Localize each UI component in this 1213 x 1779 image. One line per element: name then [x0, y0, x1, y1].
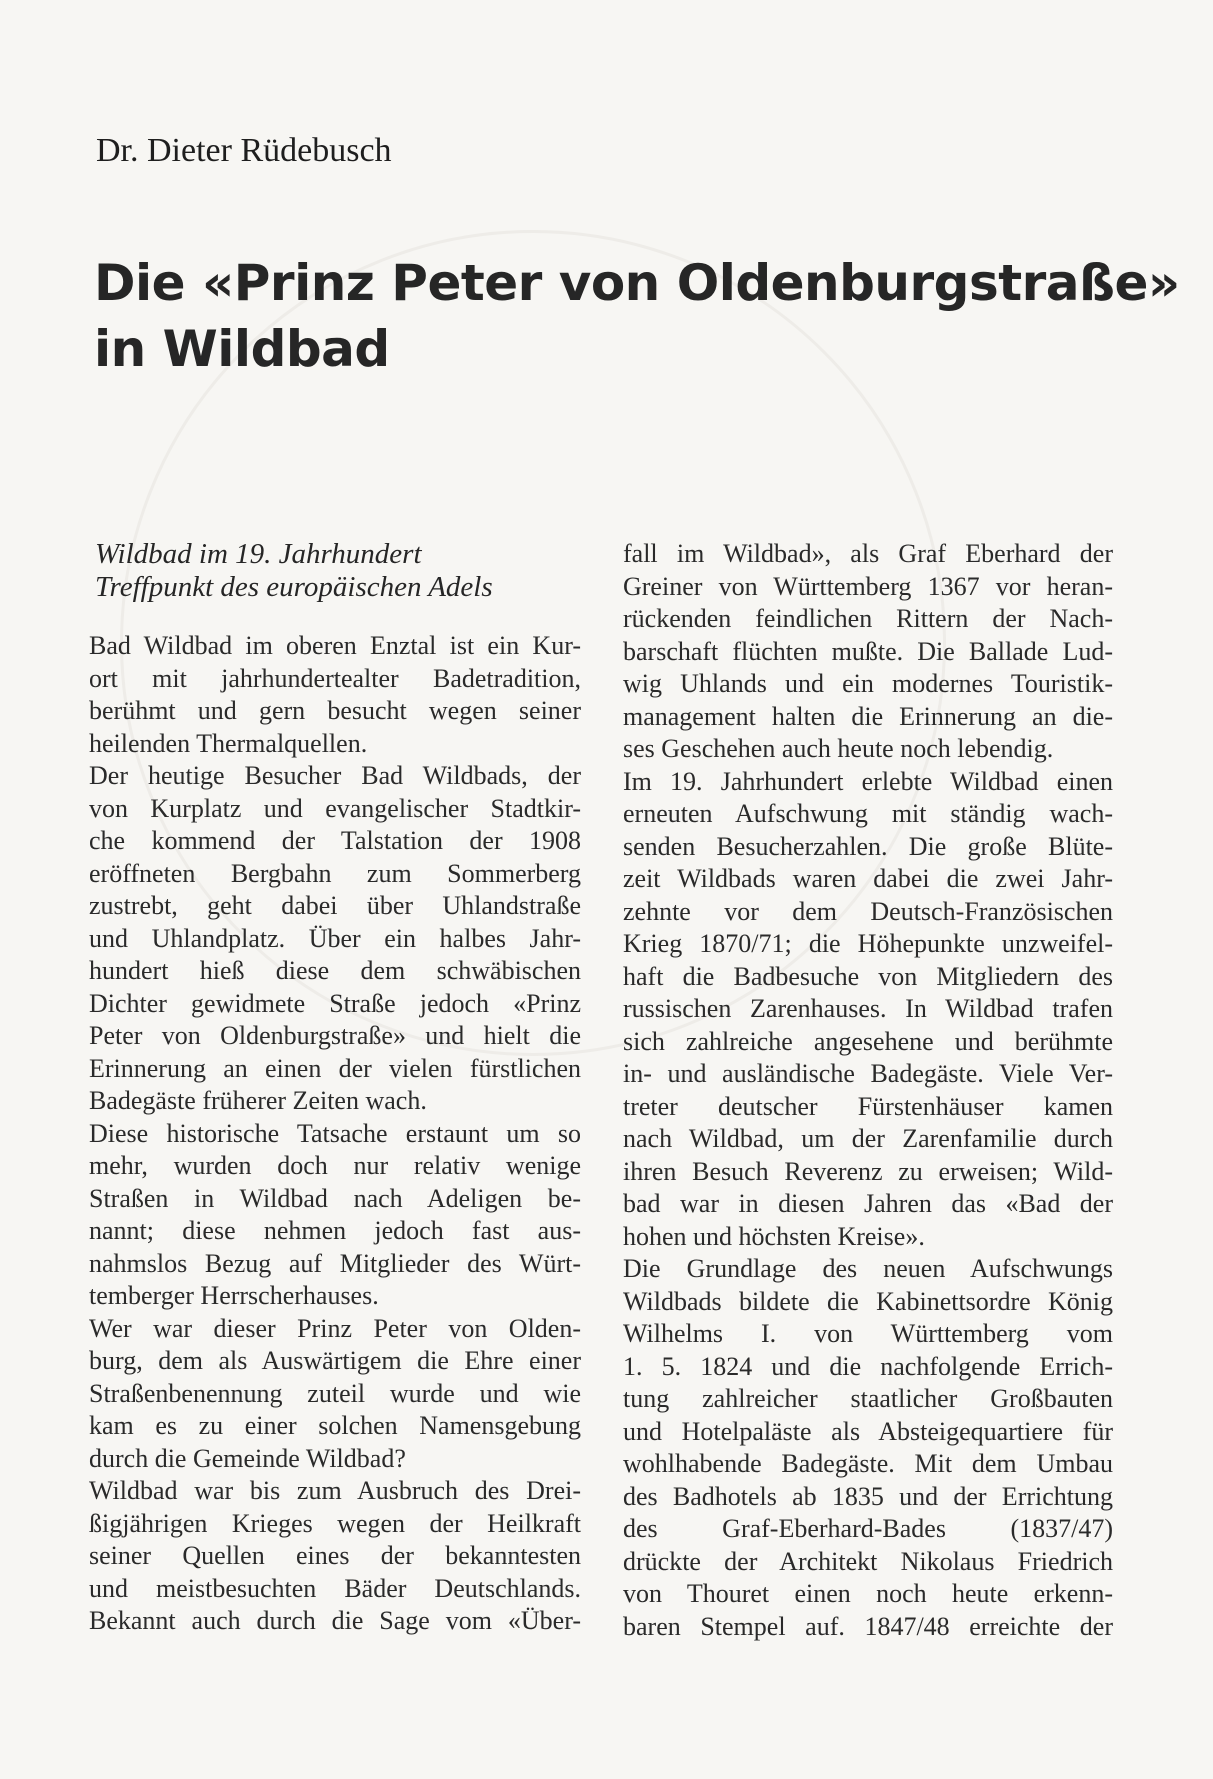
text-line: ßigjährigen Krieges wegen der Heilkraft	[89, 1508, 581, 1538]
text-line: Badegäste früherer Zeiten wach.	[89, 1086, 427, 1115]
text-line: ihren Besuch Reverenz zu erweisen; Wild-	[623, 1156, 1113, 1186]
text-line: zehnte vor dem Deutsch-Französischen	[623, 896, 1113, 926]
text-line: bad war in diesen Jahren das «Bad der	[623, 1189, 1113, 1218]
text-line: Wer war dieser Prinz Peter von Olden-	[89, 1313, 581, 1343]
text-line: des Badhotels ab 1835 und der Errichtung	[623, 1481, 1113, 1511]
text-line: senden Besucherzahlen. Die große Blüte-	[623, 831, 1113, 861]
text-line: Erinnerung an einen der vielen fürstlichen	[89, 1053, 581, 1083]
text-line: 1. 5. 1824 und die nachfolgende Errich-	[623, 1351, 1113, 1381]
text-line: berühmt und gern besucht wegen seiner	[89, 696, 581, 725]
text-line: Im 19. Jahrhundert erlebte Wildbad einen	[623, 766, 1113, 796]
text-line: Wildbads bildete die Kabinettsordre König	[623, 1286, 1113, 1316]
article-title	[94, 250, 1180, 382]
text-line: von Kurplatz und evangelischer Stadtkir-	[89, 793, 581, 823]
text-line: und meistbesuchten Bäder Deutschlands.	[89, 1573, 581, 1603]
text-line: Die Grundlage des neuen Aufschwungs	[623, 1254, 1113, 1283]
text-line: wig Uhlands und ein modernes Touristik-	[623, 669, 1113, 698]
text-line: russischen Zarenhauses. In Wildbad trafen	[623, 994, 1113, 1023]
text-line: Bad Wildbad im oberen Enztal ist ein Kur-	[89, 631, 581, 660]
text-line: tung zahlreicher staatlicher Großbauten	[623, 1384, 1113, 1413]
text-line: ses Geschehen auch heute noch lebendig.	[623, 734, 1054, 763]
text-line: durch die Gemeinde Wildbad?	[89, 1443, 406, 1473]
text-line: in- und ausländische Badegäste. Viele Ver-	[623, 1059, 1113, 1088]
text-line: treter deutscher Fürstenhäuser kamen	[623, 1091, 1113, 1121]
text-line: mehr, wurden doch nur relativ wenige	[89, 1151, 581, 1180]
text-line: nach Wildbad, um der Zarenfamilie durch	[623, 1124, 1113, 1153]
text-line: Peter von Oldenburgstraße» und hielt die	[89, 1021, 581, 1050]
text-line: temberger Herrscherhauses.	[89, 1281, 379, 1310]
title-line-1: Die «Prinz Peter von Oldenburgstraße»	[94, 254, 1180, 312]
section-subtitle	[95, 538, 493, 604]
text-line: che kommend der Talstation der 1908	[89, 826, 581, 855]
subtitle-line-1: Wildbad im 19. Jahrhundert	[95, 538, 422, 570]
text-line: erneuten Aufschwung mit ständig wach-	[623, 799, 1113, 828]
text-line: zeit Wildbads waren dabei die zwei Jahr-	[623, 864, 1113, 893]
text-line: Straßen in Wildbad nach Adeligen be-	[89, 1183, 581, 1213]
right-text-column	[623, 538, 1113, 1643]
text-line: Wildbad war bis zum Ausbruch des Drei-	[89, 1476, 581, 1505]
text-line: des Graf-Eberhard-Bades (1837/47)	[623, 1514, 1113, 1543]
text-line: sich zahlreiche angesehene und berühmte	[623, 1026, 1113, 1056]
subtitle-line-2: Treffpunkt des europäischen Adels	[95, 571, 493, 603]
text-line: wohlhabende Badegäste. Mit dem Umbau	[623, 1449, 1113, 1478]
text-line: burg, dem als Auswärtigem die Ehre einer	[89, 1346, 581, 1375]
title-line-2: in Wildbad	[94, 320, 390, 378]
text-line: von Thouret einen noch heute erkenn-	[623, 1579, 1113, 1608]
text-line: fall im Wildbad», als Graf Eberhard der	[623, 539, 1113, 568]
text-line: nannt; diese nehmen jedoch fast aus-	[89, 1216, 581, 1245]
text-line: seiner Quellen eines der bekanntesten	[89, 1541, 581, 1570]
text-line: Wilhelms I. von Württemberg vom	[623, 1319, 1113, 1348]
text-line: baren Stempel auf. 1847/48 erreichte der	[623, 1611, 1113, 1641]
text-line: management halten die Erinnerung an die-	[623, 701, 1113, 731]
text-line: Diese historische Tatsache erstaunt um so	[89, 1118, 581, 1148]
text-line: Dichter gewidmete Straße jedoch «Prinz	[89, 988, 581, 1018]
author-name: Dr. Dieter Rüdebusch	[96, 132, 392, 169]
text-line: ort mit jahrhundertealter Badetradition,	[89, 663, 581, 693]
text-line: heilenden Thermalquellen.	[89, 728, 368, 758]
text-line: und Hotelpaläste als Absteigequartiere für	[623, 1416, 1113, 1446]
text-line: eröffneten Bergbahn zum Sommerberg	[89, 858, 581, 888]
text-line: Straßenbenennung zuteil wurde und wie	[89, 1378, 581, 1408]
text-line: haft die Badbesuche von Mitgliedern des	[623, 961, 1113, 991]
text-line: Greiner von Württemberg 1367 vor heran-	[623, 571, 1113, 601]
text-line: rückenden feindlichen Rittern der Nach-	[623, 604, 1113, 633]
text-line: Krieg 1870/71; die Höhepunkte unzweifel-	[623, 929, 1113, 958]
text-line: Der heutige Besucher Bad Wildbads, der	[89, 761, 581, 790]
text-line: hundert hieß diese dem schwäbischen	[89, 956, 581, 985]
text-line: zustrebt, geht dabei über Uhlandstraße	[89, 891, 581, 920]
text-line: und Uhlandplatz. Über ein halbes Jahr-	[89, 923, 581, 953]
left-text-column	[89, 630, 581, 1638]
text-line: barschaft flüchten mußte. Die Ballade Lud-	[623, 636, 1113, 666]
text-line: Bekannt auch durch die Sage vom «Über-	[89, 1606, 581, 1635]
text-line: hohen und höchsten Kreise».	[623, 1221, 925, 1251]
text-line: nahmslos Bezug auf Mitglieder des Würt-	[89, 1248, 581, 1278]
text-line: drückte der Architekt Nikolaus Friedrich	[623, 1546, 1113, 1576]
text-line: kam es zu einer solchen Namensgebung	[89, 1411, 581, 1440]
